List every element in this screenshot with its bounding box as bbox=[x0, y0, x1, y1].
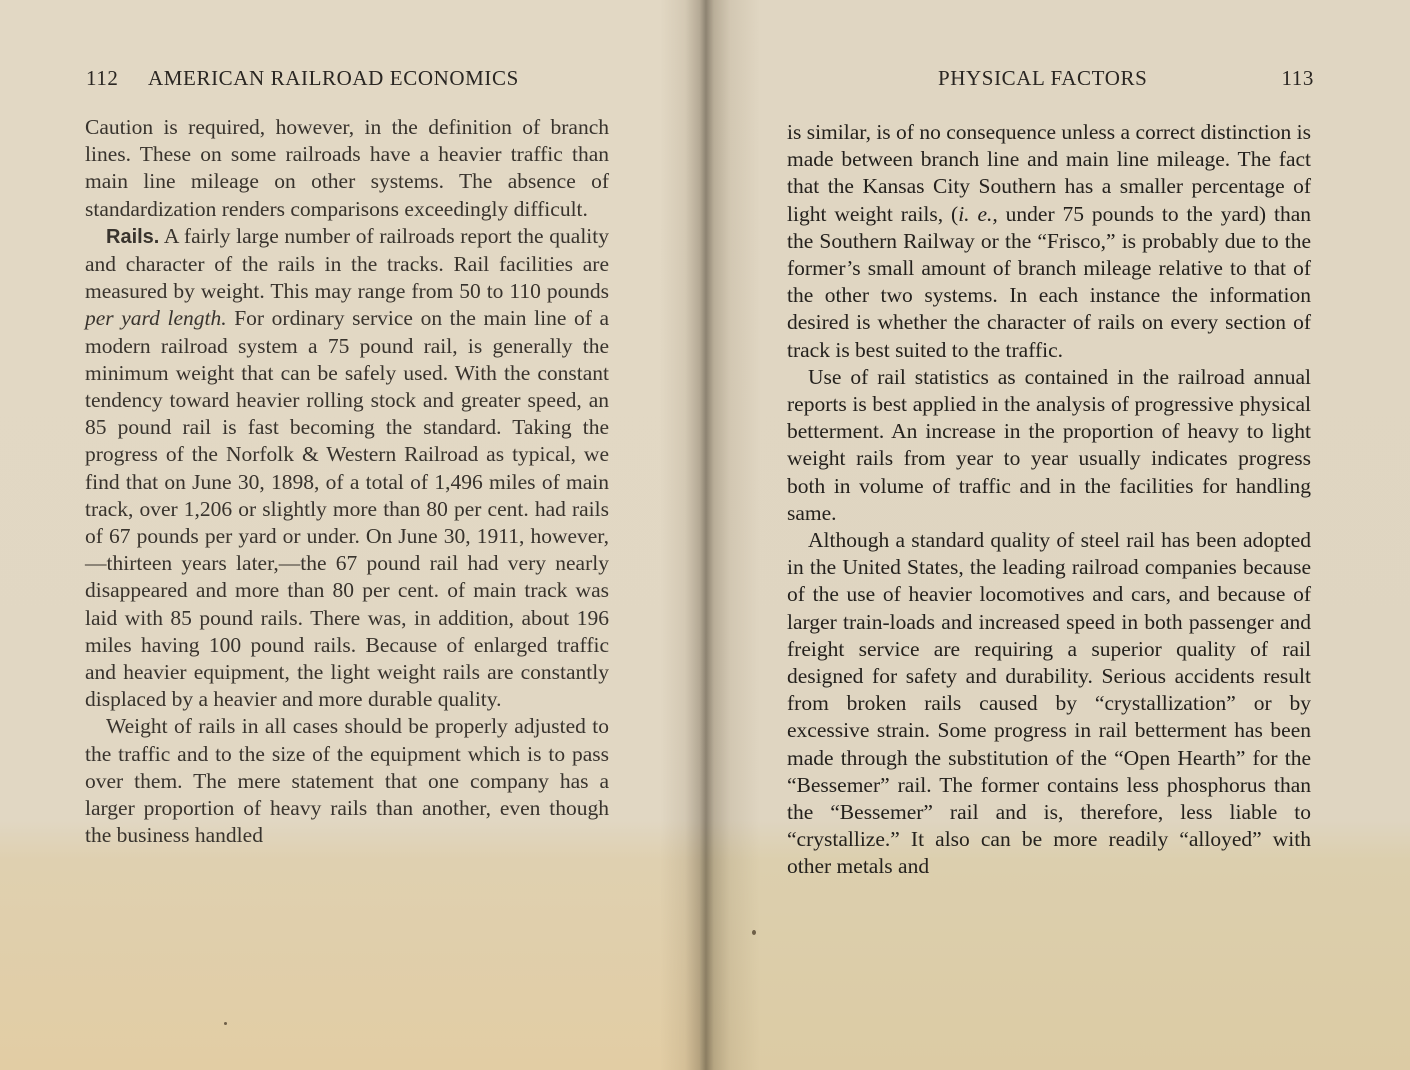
left-running-header bbox=[86, 66, 556, 96]
right-running-header bbox=[938, 66, 1314, 96]
right-body-text bbox=[787, 119, 1311, 881]
right-paragraph-1-text-a: is similar, is of no consequence unless a correct distinction is made between branch line and main line mileage. The fact that the Kansas City Southern has a smaller percentage of light weight rails, ( bbox=[787, 120, 1311, 226]
right-running-head: PHYSICAL FACTORS bbox=[938, 66, 1148, 90]
left-paragraph-2-text-b: For ordinary service on the main line of a modern railroad system a 75 pound rail, is generally the minimum weight that can be safely used. With the constant tendency toward heavier rolling stock and greater speed, an 85 pound rail is fast becoming the standard. Taking the progress of the Norfolk & Western Railroad as typical, we find that on June 30, 1898, of a total of 1,496 miles of main track, over 1,206 or slightly more than 80 per cent. had rails of 67 pounds per yard or under. On June 30, 1911, however,—thirteen years later,—the 67 pound rail had very nearly disappeared and more than 80 per cent. of main track was laid with 85 pound rails. There was, in addition, about 196 miles having 100 pound rails. Because of enlarged traffic and heavier equipment, the light weight rails are constantly displaced by a heavier and more durable quality. bbox=[85, 306, 610, 712]
book-gutter-shadow bbox=[660, 0, 760, 1070]
right-paragraph-1-italic: i. e., bbox=[958, 201, 998, 226]
left-paragraph-2-text-a: A fairly large number of railroads report the quality and character of the rails in the tracks. Rail facilities are measured by weight. This may range from 50 to 110 pounds bbox=[85, 223, 609, 304]
left-paragraph-2 bbox=[85, 223, 609, 714]
right-paragraph-2: Use of rail statistics as contained in the railroad annual reports is best applied in the analysis of progressive physical betterment. An increase in the proportion of heavy to light weight rails from year to year usually indicates progress both in volume of traffic and in the facilities for handling same. bbox=[787, 364, 1311, 525]
left-body-text bbox=[85, 114, 609, 849]
paper-speck bbox=[752, 930, 756, 935]
left-running-head: AMERICAN RAILROAD ECONOMICS bbox=[148, 66, 519, 90]
left-paragraph-2-italic: per yard length. bbox=[85, 306, 227, 331]
right-paragraph-1-text-b: under 75 pounds to the yard) than the Southern Railway or the “Frisco,” is probably due to the former’s small amount of branch mileage relative to that of the other two systems. In each instance the information desired is whether the character of rails on every section of track is best suited to the traffic. bbox=[787, 201, 1311, 362]
rails-run-in-heading: Rails. bbox=[106, 225, 160, 248]
paper-speck bbox=[224, 1022, 227, 1025]
left-page bbox=[0, 0, 700, 1070]
right-page-number: 113 bbox=[1281, 66, 1314, 90]
right-paragraph-1 bbox=[787, 119, 1311, 364]
right-paragraph-3: Although a standard quality of steel rail has been adopted in the United States, the leading railroad companies because of the use of heavier locomotives and cars, and because of larger train-loads and increased speed in both passenger and freight service are requiring a superior quality of rail designed for safety and durability. Serious accidents result from broken rails caused by “crystallization” or by excessive strain. Some progress in rail betterment has been made through the substitution of the “Open Hearth” for the “Bessemer” rail. The former contains less phosphorus than the “Bessemer” rail and is, therefore, less liable to “crystallize.” It also can be more readily “alloyed” with other metals and bbox=[787, 528, 1311, 879]
left-page-number: 112 bbox=[86, 66, 119, 90]
left-paragraph-1: Caution is required, however, in the definition of branch lines. These on some railroads have a heavier traffic than main line mileage on other systems. The absence of standardization renders comparisons exceedingly difficult. bbox=[85, 115, 609, 221]
left-paragraph-3: Weight of rails in all cases should be properly adjusted to the traffic and to the size of the equipment which is to pass over them. The mere statement that one company has a larger proportion of heavy rails than another, even though the business handled bbox=[85, 714, 609, 848]
